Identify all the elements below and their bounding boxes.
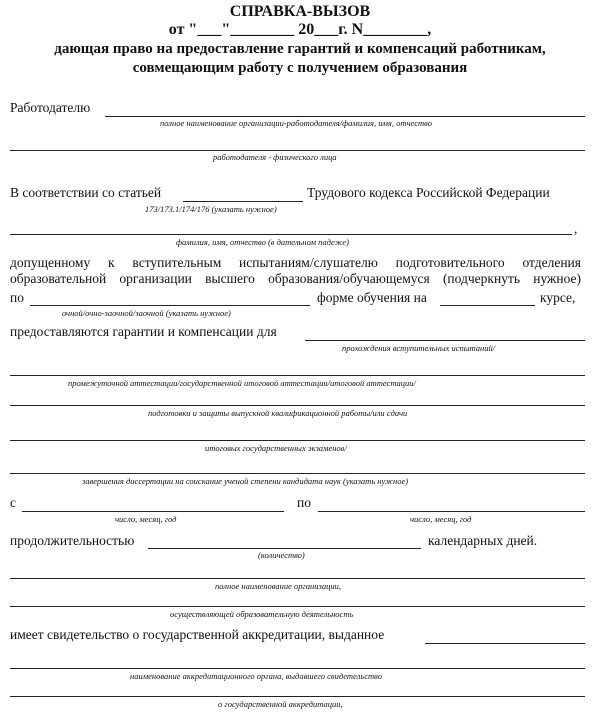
purpose-caption-1: прохождения вступительных испытаний/: [342, 343, 496, 353]
period-from-label: с: [10, 495, 16, 510]
purpose-field-1[interactable]: [305, 340, 585, 341]
person-name-field[interactable]: [10, 234, 572, 235]
person-caption: фамилия, имя, отчество (в дательном падеже): [176, 237, 349, 247]
organization-field-2[interactable]: [10, 606, 585, 607]
duration-caption: (количество): [258, 550, 305, 560]
employer-individual-caption: работодателя - физического лица: [213, 152, 337, 162]
article-caption: 173/173.1/174/176 (указать нужное): [145, 204, 277, 214]
period-to-caption: число, месяц, год: [410, 514, 472, 524]
purpose-caption-4: итоговых государственных экзаменов/: [205, 443, 347, 453]
article-prefix: В соответствии со статьей: [10, 185, 162, 200]
study-form-caption: очной/очно-заочной/заочной (указать нужное): [62, 308, 231, 318]
period-from-field[interactable]: [22, 511, 284, 512]
duration-label: продолжительностью: [10, 533, 135, 548]
admission-line-1: допущенному к вступительным испытаниям/слушателю подготовительного отделения: [10, 255, 581, 270]
form-po: по: [10, 290, 24, 305]
subtitle-line-2: совмещающим работу с получением образования: [132, 60, 468, 76]
course-label: курсе,: [540, 290, 576, 305]
form-label: форме обучения на: [317, 290, 427, 305]
purpose-caption-2: промежуточной аттестации/государственной итоговой аттестации/итоговой аттестации/: [68, 378, 416, 388]
period-from-caption: число, месяц, год: [115, 514, 177, 524]
document-title: СПРАВКА-ВЫЗОВ: [229, 3, 371, 20]
date-number-line: от "___"________ 20___г. N________,: [168, 21, 432, 38]
employer-label: Работодателю: [10, 100, 91, 115]
employer-name-field[interactable]: [105, 116, 585, 117]
employer-name-field-2[interactable]: [10, 150, 585, 151]
purpose-field-3[interactable]: [10, 405, 585, 406]
accreditation-caption-1: наименование аккредитационного органа, выдавшего свидетельство: [130, 671, 382, 681]
period-to-field[interactable]: [318, 511, 585, 512]
article-number-field[interactable]: [183, 201, 303, 202]
course-field[interactable]: [440, 305, 535, 306]
duration-suffix: календарных дней.: [428, 533, 538, 548]
organization-field-1[interactable]: [10, 578, 585, 579]
study-form-field[interactable]: [30, 305, 310, 306]
duration-field[interactable]: [148, 548, 421, 549]
accreditation-caption-2: о государственной аккредитации,: [218, 699, 343, 709]
accreditation-field-3[interactable]: [10, 696, 585, 697]
accreditation-text: имеет свидетельство о государственной аккредитации, выданное: [10, 627, 385, 642]
purpose-field-4[interactable]: [10, 440, 585, 441]
subtitle-line-1: дающая право на предоставление гарантий и компенсаций работникам,: [54, 41, 546, 57]
period-to-label: по: [297, 495, 311, 510]
purpose-field-5[interactable]: [10, 473, 585, 474]
purpose-caption-5: завершения диссертации на соискание ученой степени кандидата наук (указать нужное): [82, 476, 409, 486]
organization-caption-1: полное наименование организации,: [215, 581, 341, 591]
organization-caption-2: осуществляющей образовательную деятельность: [170, 609, 354, 619]
guarantees-text: предоставляются гарантии и компенсации для: [10, 324, 277, 339]
accreditation-field-1[interactable]: [425, 643, 585, 644]
article-suffix: Трудового кодекса Российской Федерации: [307, 185, 550, 200]
employer-org-caption: полное наименование организации-работодателя/фамилия, имя, отчество: [160, 118, 432, 128]
purpose-field-2[interactable]: [10, 375, 585, 376]
person-comma: ,: [574, 221, 578, 236]
admission-line-2: образовательной организации высшего образования/обучающемуся (подчеркнуть нужное): [10, 271, 581, 286]
accreditation-field-2[interactable]: [10, 668, 585, 669]
purpose-caption-3: подготовки и защиты выпускной квалификационной работы/или сдачи: [148, 408, 408, 418]
